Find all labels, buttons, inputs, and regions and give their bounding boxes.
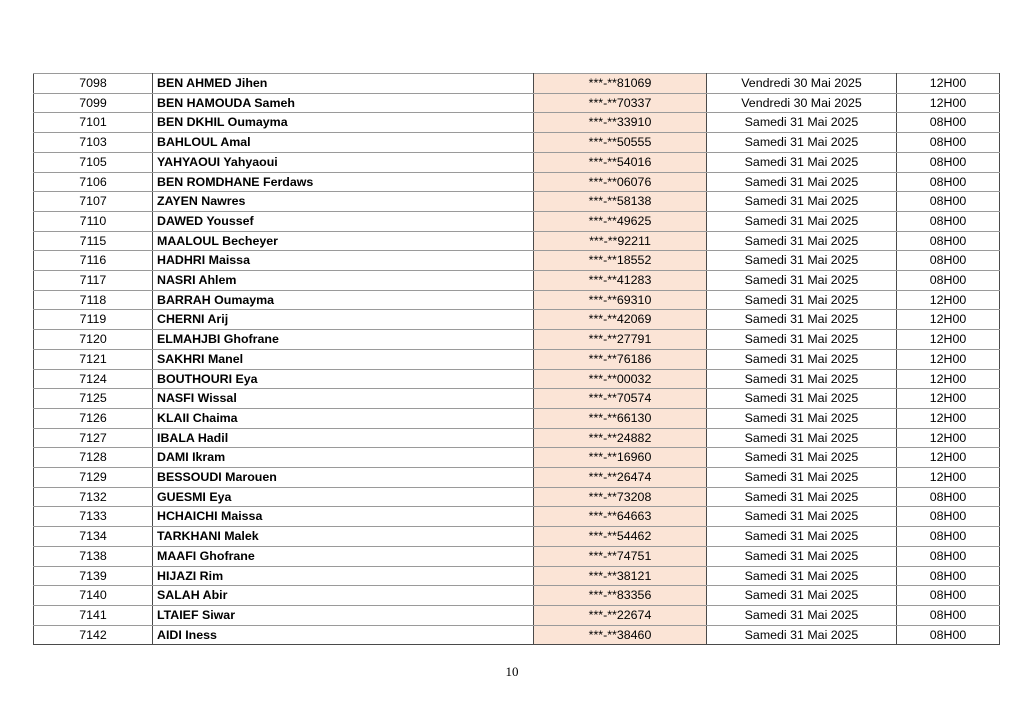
candidate-number-cell: 7133 (34, 507, 153, 527)
exam-date-cell: Samedi 31 Mai 2025 (707, 330, 897, 350)
exam-time-cell: 08H00 (897, 172, 1000, 192)
table-row (34, 448, 1000, 468)
table-row (34, 625, 1000, 645)
candidate-number-cell: 7105 (34, 152, 153, 172)
table-row (34, 290, 1000, 310)
masked-id-cell: ***-**50555 (534, 133, 707, 153)
exam-date-cell: Samedi 31 Mai 2025 (707, 192, 897, 212)
candidate-number-cell: 7115 (34, 231, 153, 251)
candidate-name-cell: BEN AHMED Jihen (153, 74, 534, 94)
table-row (34, 251, 1000, 271)
exam-date-cell: Vendredi 30 Mai 2025 (707, 74, 897, 94)
exam-time-cell: 08H00 (897, 133, 1000, 153)
candidate-table (33, 73, 1000, 645)
masked-id-cell: ***-**69310 (534, 290, 707, 310)
exam-time-cell: 08H00 (897, 586, 1000, 606)
candidate-name-cell: KLAII Chaima (153, 408, 534, 428)
masked-id-cell: ***-**38460 (534, 625, 707, 645)
table-row (34, 428, 1000, 448)
exam-date-cell: Samedi 31 Mai 2025 (707, 172, 897, 192)
exam-date-cell: Samedi 31 Mai 2025 (707, 468, 897, 488)
masked-id-cell: ***-**49625 (534, 211, 707, 231)
masked-id-cell: ***-**24882 (534, 428, 707, 448)
table-row (34, 507, 1000, 527)
table-row (34, 527, 1000, 547)
candidate-name-cell: LTAIEF Siwar (153, 605, 534, 625)
masked-id-cell: ***-**06076 (534, 172, 707, 192)
candidate-name-cell: MAALOUL Becheyer (153, 231, 534, 251)
exam-time-cell: 08H00 (897, 152, 1000, 172)
candidate-name-cell: TARKHANI Malek (153, 527, 534, 547)
exam-date-cell: Samedi 31 Mai 2025 (707, 527, 897, 547)
candidate-number-cell: 7127 (34, 428, 153, 448)
masked-id-cell: ***-**00032 (534, 369, 707, 389)
exam-time-cell: 08H00 (897, 625, 1000, 645)
candidate-name-cell: HADHRI Maissa (153, 251, 534, 271)
exam-date-cell: Samedi 31 Mai 2025 (707, 625, 897, 645)
masked-id-cell: ***-**38121 (534, 566, 707, 586)
masked-id-cell: ***-**74751 (534, 546, 707, 566)
candidate-number-cell: 7099 (34, 93, 153, 113)
table-row (34, 487, 1000, 507)
candidate-name-cell: BAHLOUL Amal (153, 133, 534, 153)
masked-id-cell: ***-**42069 (534, 310, 707, 330)
table-row (34, 605, 1000, 625)
exam-time-cell: 08H00 (897, 605, 1000, 625)
table-row (34, 231, 1000, 251)
candidate-number-cell: 7129 (34, 468, 153, 488)
masked-id-cell: ***-**76186 (534, 349, 707, 369)
candidate-name-cell: BESSOUDI Marouen (153, 468, 534, 488)
candidate-number-cell: 7142 (34, 625, 153, 645)
table-row (34, 211, 1000, 231)
exam-date-cell: Vendredi 30 Mai 2025 (707, 93, 897, 113)
candidate-name-cell: DAMI Ikram (153, 448, 534, 468)
masked-id-cell: ***-**70337 (534, 93, 707, 113)
exam-date-cell: Samedi 31 Mai 2025 (707, 507, 897, 527)
candidate-number-cell: 7126 (34, 408, 153, 428)
masked-id-cell: ***-**18552 (534, 251, 707, 271)
exam-time-cell: 12H00 (897, 310, 1000, 330)
exam-time-cell: 08H00 (897, 527, 1000, 547)
candidate-number-cell: 7139 (34, 566, 153, 586)
candidate-number-cell: 7141 (34, 605, 153, 625)
exam-time-cell: 12H00 (897, 93, 1000, 113)
candidate-number-cell: 7121 (34, 349, 153, 369)
candidate-name-cell: HIJAZI Rim (153, 566, 534, 586)
exam-time-cell: 12H00 (897, 330, 1000, 350)
candidate-name-cell: GUESMI Eya (153, 487, 534, 507)
exam-date-cell: Samedi 31 Mai 2025 (707, 487, 897, 507)
candidate-name-cell: YAHYAOUI Yahyaoui (153, 152, 534, 172)
masked-id-cell: ***-**54462 (534, 527, 707, 547)
candidate-name-cell: SAKHRI Manel (153, 349, 534, 369)
table-row (34, 192, 1000, 212)
table-row (34, 271, 1000, 291)
candidate-number-cell: 7098 (34, 74, 153, 94)
masked-id-cell: ***-**70574 (534, 389, 707, 409)
masked-id-cell: ***-**66130 (534, 408, 707, 428)
candidate-number-cell: 7138 (34, 546, 153, 566)
exam-time-cell: 12H00 (897, 369, 1000, 389)
table-row (34, 310, 1000, 330)
table-row (34, 546, 1000, 566)
candidate-table-body (34, 74, 1000, 645)
exam-date-cell: Samedi 31 Mai 2025 (707, 251, 897, 271)
candidate-name-cell: CHERNI Arij (153, 310, 534, 330)
exam-time-cell: 12H00 (897, 428, 1000, 448)
exam-date-cell: Samedi 31 Mai 2025 (707, 290, 897, 310)
candidate-number-cell: 7132 (34, 487, 153, 507)
candidate-name-cell: IBALA Hadil (153, 428, 534, 448)
exam-time-cell: 08H00 (897, 546, 1000, 566)
masked-id-cell: ***-**27791 (534, 330, 707, 350)
exam-time-cell: 12H00 (897, 408, 1000, 428)
candidate-name-cell: ELMAHJBI Ghofrane (153, 330, 534, 350)
masked-id-cell: ***-**81069 (534, 74, 707, 94)
candidate-number-cell: 7119 (34, 310, 153, 330)
exam-time-cell: 12H00 (897, 74, 1000, 94)
masked-id-cell: ***-**64663 (534, 507, 707, 527)
masked-id-cell: ***-**33910 (534, 113, 707, 133)
table-row (34, 408, 1000, 428)
candidate-name-cell: MAAFI Ghofrane (153, 546, 534, 566)
exam-date-cell: Samedi 31 Mai 2025 (707, 211, 897, 231)
candidate-number-cell: 7140 (34, 586, 153, 606)
table-row (34, 349, 1000, 369)
masked-id-cell: ***-**92211 (534, 231, 707, 251)
exam-time-cell: 12H00 (897, 389, 1000, 409)
masked-id-cell: ***-**26474 (534, 468, 707, 488)
masked-id-cell: ***-**16960 (534, 448, 707, 468)
exam-date-cell: Samedi 31 Mai 2025 (707, 113, 897, 133)
exam-date-cell: Samedi 31 Mai 2025 (707, 310, 897, 330)
candidate-number-cell: 7116 (34, 251, 153, 271)
exam-date-cell: Samedi 31 Mai 2025 (707, 369, 897, 389)
table-row (34, 369, 1000, 389)
candidate-number-cell: 7124 (34, 369, 153, 389)
exam-date-cell: Samedi 31 Mai 2025 (707, 566, 897, 586)
exam-time-cell: 08H00 (897, 487, 1000, 507)
candidate-name-cell: BEN HAMOUDA Sameh (153, 93, 534, 113)
candidate-name-cell: BOUTHOURI Eya (153, 369, 534, 389)
exam-time-cell: 08H00 (897, 251, 1000, 271)
candidate-name-cell: BEN DKHIL Oumayma (153, 113, 534, 133)
exam-time-cell: 12H00 (897, 448, 1000, 468)
table-row (34, 74, 1000, 94)
exam-time-cell: 12H00 (897, 468, 1000, 488)
candidate-name-cell: NASFI Wissal (153, 389, 534, 409)
candidate-name-cell: AIDI Iness (153, 625, 534, 645)
candidate-number-cell: 7117 (34, 271, 153, 291)
exam-date-cell: Samedi 31 Mai 2025 (707, 428, 897, 448)
candidate-number-cell: 7120 (34, 330, 153, 350)
candidate-number-cell: 7134 (34, 527, 153, 547)
masked-id-cell: ***-**73208 (534, 487, 707, 507)
candidate-number-cell: 7125 (34, 389, 153, 409)
table-row (34, 330, 1000, 350)
candidate-name-cell: SALAH Abir (153, 586, 534, 606)
exam-time-cell: 08H00 (897, 271, 1000, 291)
table-row (34, 566, 1000, 586)
exam-date-cell: Samedi 31 Mai 2025 (707, 448, 897, 468)
candidate-number-cell: 7110 (34, 211, 153, 231)
exam-time-cell: 08H00 (897, 211, 1000, 231)
exam-date-cell: Samedi 31 Mai 2025 (707, 349, 897, 369)
table-row (34, 93, 1000, 113)
table-row (34, 172, 1000, 192)
masked-id-cell: ***-**58138 (534, 192, 707, 212)
candidate-number-cell: 7128 (34, 448, 153, 468)
exam-date-cell: Samedi 31 Mai 2025 (707, 586, 897, 606)
exam-date-cell: Samedi 31 Mai 2025 (707, 605, 897, 625)
candidate-name-cell: ZAYEN Nawres (153, 192, 534, 212)
table-row (34, 586, 1000, 606)
exam-time-cell: 12H00 (897, 290, 1000, 310)
exam-time-cell: 08H00 (897, 192, 1000, 212)
table-row (34, 389, 1000, 409)
exam-date-cell: Samedi 31 Mai 2025 (707, 271, 897, 291)
masked-id-cell: ***-**83356 (534, 586, 707, 606)
table-row (34, 113, 1000, 133)
masked-id-cell: ***-**54016 (534, 152, 707, 172)
exam-date-cell: Samedi 31 Mai 2025 (707, 133, 897, 153)
exam-date-cell: Samedi 31 Mai 2025 (707, 389, 897, 409)
table-row (34, 152, 1000, 172)
exam-time-cell: 08H00 (897, 231, 1000, 251)
exam-time-cell: 08H00 (897, 566, 1000, 586)
candidate-name-cell: NASRI Ahlem (153, 271, 534, 291)
table-row (34, 133, 1000, 153)
candidate-name-cell: BEN ROMDHANE Ferdaws (153, 172, 534, 192)
exam-date-cell: Samedi 31 Mai 2025 (707, 408, 897, 428)
candidate-number-cell: 7107 (34, 192, 153, 212)
exam-date-cell: Samedi 31 Mai 2025 (707, 546, 897, 566)
masked-id-cell: ***-**41283 (534, 271, 707, 291)
exam-time-cell: 12H00 (897, 349, 1000, 369)
candidate-number-cell: 7118 (34, 290, 153, 310)
candidate-name-cell: DAWED Youssef (153, 211, 534, 231)
exam-time-cell: 08H00 (897, 507, 1000, 527)
candidate-name-cell: HCHAICHI Maissa (153, 507, 534, 527)
exam-date-cell: Samedi 31 Mai 2025 (707, 231, 897, 251)
candidate-number-cell: 7103 (34, 133, 153, 153)
candidate-number-cell: 7106 (34, 172, 153, 192)
exam-time-cell: 08H00 (897, 113, 1000, 133)
page-number: 10 (505, 664, 519, 679)
exam-date-cell: Samedi 31 Mai 2025 (707, 152, 897, 172)
table-row (34, 468, 1000, 488)
candidate-name-cell: BARRAH Oumayma (153, 290, 534, 310)
candidate-number-cell: 7101 (34, 113, 153, 133)
masked-id-cell: ***-**22674 (534, 605, 707, 625)
